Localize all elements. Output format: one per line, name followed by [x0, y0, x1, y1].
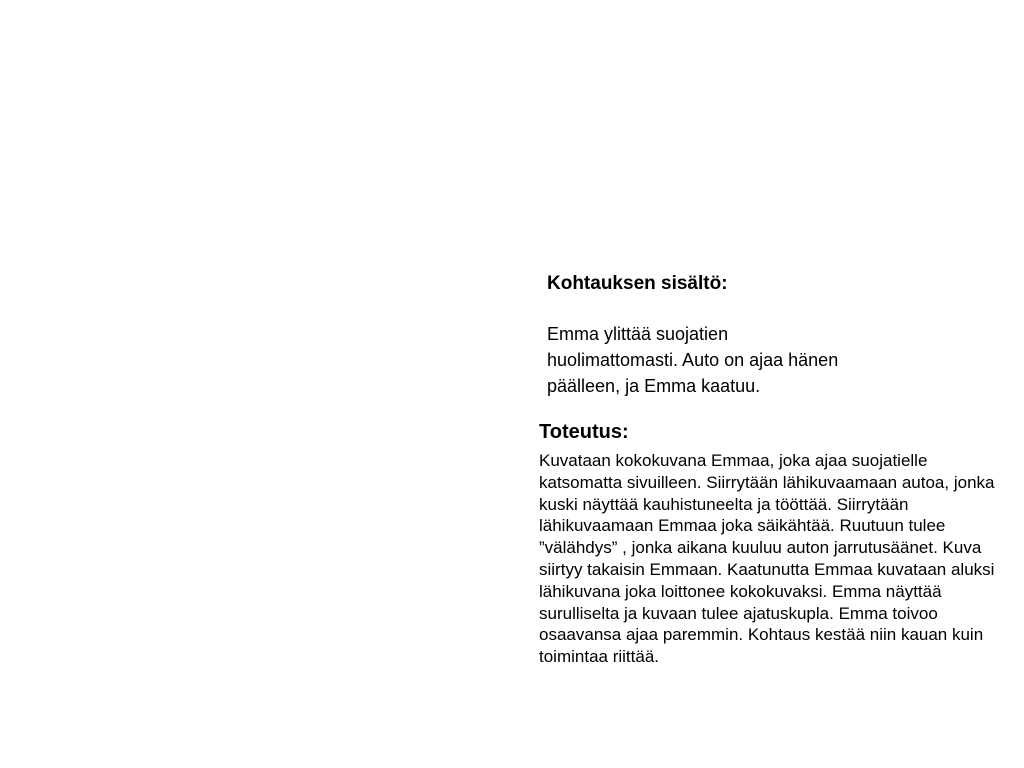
scene-content-box	[547, 270, 877, 399]
implementation-heading: Toteutus:	[539, 421, 629, 443]
scene-heading: Kohtauksen sisältö:	[547, 273, 728, 294]
implementation-description: Kuvataan kokokuvana Emmaa, joka ajaa suojatielle katsomatta sivuilleen. Siirrytään lähikuvaamaan autoa, jonka kuski näyttää kauhistuneelta ja tööttää. Siirrytään lähikuvaamaan Emmaa joka säikähtää. Ruutuun tulee ”välähdys” , jonka aikana kuuluu auton jarrutusäänet. Kuva siirtyy takaisin Emmaan. Kaatunutta Emmaa kuvataan aluksi lähikuvana joka loittonee kokokuvaksi. Emma näyttää surulliselta ja kuvaan tulee ajatuskupla. Emma toivoo osaavansa ajaa paremmin. Kohtaus kestää niin kauan kuin toimintaa riittää.	[539, 451, 995, 667]
implementation-box	[539, 418, 999, 668]
scene-description: Emma ylittää suojatien huolimattomasti. Auto on ajaa hänen päälleen, ja Emma kaatuu.	[547, 324, 839, 396]
